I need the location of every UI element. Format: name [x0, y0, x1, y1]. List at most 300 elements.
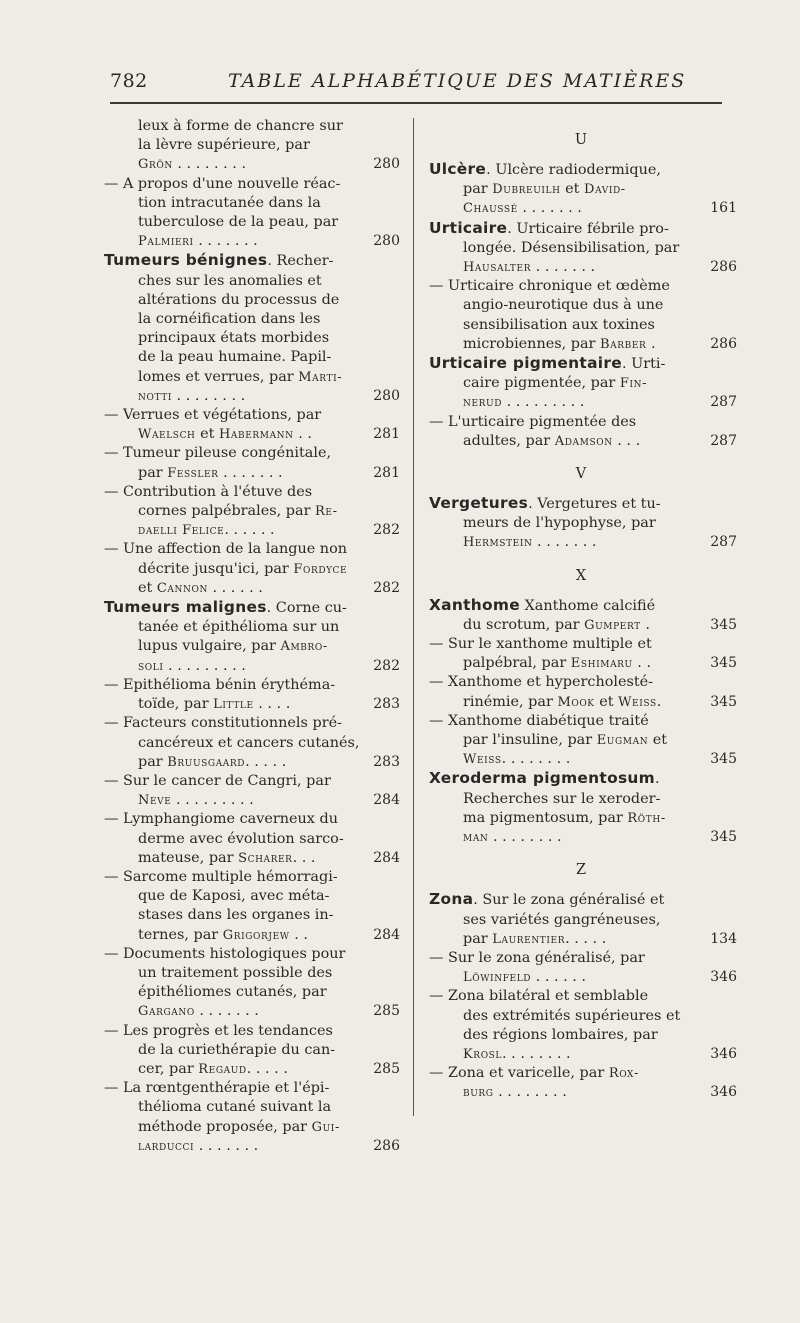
entry-line: [100, 251, 400, 271]
page-number: 782: [110, 70, 148, 92]
entry-text: — Urticaire chronique et œdème: [429, 278, 670, 295]
entry-text: .: [656, 693, 662, 710]
index-entry: [425, 890, 737, 1102]
entry-text: . . . . .: [565, 930, 607, 947]
author-name: Waelsch: [138, 427, 196, 443]
entry-line: [100, 272, 400, 291]
index-entry: [425, 219, 737, 278]
entry-line: [100, 1022, 400, 1041]
entry-line: [100, 695, 400, 714]
entry-text: stases dans les organes in-: [138, 907, 334, 924]
entry-text: . . . . .: [246, 1060, 288, 1077]
entry-text: .: [646, 335, 656, 352]
entry-line: [425, 296, 737, 315]
entry-text: — Sarcome multiple hémorragi-: [104, 868, 338, 885]
entry-text: . Urticaire fébrile pro-: [507, 220, 669, 237]
entry-text: par: [138, 753, 168, 770]
entry-line: [100, 310, 400, 329]
entry-line: [100, 772, 400, 791]
page-reference: 280: [373, 233, 400, 250]
entry-text: thélioma cutané suivant la: [138, 1099, 332, 1116]
author-name: Weiss: [618, 694, 657, 710]
entry-line: [100, 502, 400, 521]
entry-line: [425, 393, 737, 412]
index-entry: [100, 251, 400, 406]
entry-text: mateuse, par: [138, 849, 239, 866]
entry-text: — L'urticaire pigmentée des: [429, 413, 637, 430]
entry-text: . . . . . . . . .: [163, 657, 246, 674]
author-name: David-: [584, 182, 626, 198]
entry-line: [100, 868, 400, 887]
index-entry: [100, 1022, 400, 1080]
index-entry: [100, 175, 400, 252]
entry-line: [425, 239, 737, 258]
entry-line: [425, 180, 737, 199]
entry-text: . . . . . . . .: [488, 829, 562, 846]
entry-text: de la curiethérapie du can-: [138, 1041, 336, 1058]
author-name: Hermstein: [463, 535, 533, 551]
entry-line: [100, 637, 400, 656]
entry-text: .: [640, 616, 650, 633]
entry-line: [425, 693, 737, 712]
entry-text: derme avec évolution sarco-: [138, 830, 344, 847]
entry-text: et: [195, 426, 219, 443]
entry-text: et: [594, 693, 619, 710]
entry-text: . Urti-: [621, 356, 666, 373]
entry-line: [100, 1002, 400, 1021]
author-name: Scharer: [238, 850, 293, 866]
author-name: Fordyce: [293, 561, 348, 577]
entry-text: — Zona et varicelle, par: [429, 1065, 609, 1082]
page-reference: 134: [710, 930, 737, 947]
entry-line: [425, 673, 737, 692]
entry-line: [425, 354, 737, 374]
entry-line: [100, 540, 400, 559]
entry-line: [100, 348, 400, 367]
entry-line: [100, 1041, 400, 1060]
entry-text: toïde, par: [138, 696, 214, 713]
author-name: Weiss: [463, 752, 502, 768]
entry-line: [100, 926, 400, 945]
entry-text: par: [138, 464, 168, 481]
entry-text: par l'insuline, par: [463, 732, 597, 749]
entry-text: . .: [632, 655, 652, 672]
entry-text: — Xanthome diabétique traité: [429, 712, 649, 729]
entry-text: — A propos d'une nouvelle réac-: [104, 175, 341, 192]
entry-line: [100, 810, 400, 829]
entry-text: cancéreux et cancers cutanés,: [138, 734, 360, 751]
author-name: notti: [138, 388, 172, 404]
entry-text: . .: [289, 926, 308, 943]
entry-text: — Zona bilatéral et semblable: [429, 988, 649, 1005]
index-entry: [425, 277, 737, 354]
entry-line: [425, 413, 737, 432]
entry-text: des extrémités supérieures et: [463, 1007, 681, 1024]
author-name: daelli Felice: [138, 523, 225, 539]
section-letter: Z: [575, 862, 587, 879]
entry-line: [100, 406, 400, 425]
entry-text: . . . . . . . . .: [502, 394, 585, 411]
author-name: Marti-: [298, 369, 343, 385]
entry-line: [100, 598, 400, 618]
entry-text: — Sur le zona généralisé, par: [429, 949, 645, 966]
author-name: Mook: [557, 694, 595, 710]
index-entry: [100, 868, 400, 945]
entry-text: par: [463, 181, 493, 198]
author-name: Little: [213, 697, 254, 713]
section-letter: V: [575, 466, 587, 483]
entry-text: . . . . . . .: [517, 200, 582, 217]
entry-text: — Lymphangiome caverneux du: [104, 811, 338, 828]
page-reference: 345: [710, 616, 737, 633]
entry-line: [425, 533, 737, 552]
running-title: TABLE ALPHABÉTIQUE DES MATIÈRES: [228, 70, 687, 92]
entry-line: [425, 968, 737, 987]
entry-heading: Xanthome: [429, 595, 520, 614]
entry-line: [425, 374, 737, 393]
entry-text: . . . . . . . .: [501, 751, 571, 768]
page-reference: 283: [373, 696, 400, 713]
entry-line: [100, 1060, 400, 1079]
entry-text: . . . . . . .: [194, 1137, 259, 1154]
entry-text: . Recher-: [267, 253, 334, 270]
entry-line: [100, 887, 400, 906]
entry-text: cornes palpébrales, par: [138, 503, 316, 520]
entry-text: — Sur le xanthome multiple et: [429, 636, 652, 653]
page-reference: 286: [710, 259, 737, 276]
page-reference: 285: [373, 1003, 400, 1020]
author-name: Röth-: [627, 810, 666, 826]
entry-line: [100, 945, 400, 964]
entry-text: épithéliomes cutanés, par: [138, 984, 327, 1001]
entry-text: .: [655, 771, 660, 788]
entry-heading: Tumeurs bénignes: [104, 251, 268, 270]
page-reference: 161: [710, 200, 737, 217]
page-reference: 345: [710, 693, 737, 710]
entry-line: [425, 316, 737, 335]
entry-text: . . . . . . . .: [502, 1045, 571, 1062]
entry-text: la lèvre supérieure, par: [138, 137, 310, 154]
entry-text: sensibilisation aux toxines: [463, 316, 655, 333]
entry-line: [100, 579, 400, 598]
entry-line: [425, 199, 737, 218]
index-entry: [100, 117, 400, 175]
author-name: Dubreuilh: [492, 182, 561, 198]
entry-text: . . . . . . .: [194, 1003, 259, 1020]
author-name: Eugman: [596, 733, 649, 749]
entry-line: [425, 769, 737, 789]
entry-text: caire pigmentée, par: [463, 375, 620, 392]
author-name: Re-: [315, 504, 338, 520]
index-entry: [425, 596, 737, 770]
author-name: Habermann: [218, 427, 294, 443]
entry-text: . . .: [292, 849, 316, 866]
entry-text: . . . . . .: [224, 522, 275, 539]
author-name: Grigorjew: [222, 927, 290, 943]
author-name: burg: [463, 1085, 494, 1101]
entry-text: du scrotum, par: [463, 616, 585, 633]
entry-text: ches sur les anomalies et: [138, 272, 322, 289]
page-reference: 287: [710, 534, 737, 551]
index-entry: [100, 772, 400, 810]
entry-text: . . . . . .: [207, 579, 263, 596]
entry-line: [100, 1137, 400, 1156]
page-reference: 287: [710, 394, 737, 411]
author-name: Neve: [138, 793, 172, 809]
entry-line: [425, 1026, 737, 1045]
entry-line: [100, 714, 400, 733]
entry-line: [425, 809, 737, 828]
entry-line: [100, 483, 400, 502]
entry-line: [100, 155, 400, 174]
author-name: Adamson: [554, 433, 613, 449]
entry-text: ses variétés gangréneuses,: [463, 911, 661, 928]
entry-line: [100, 368, 400, 387]
author-name: Ambro-: [280, 639, 328, 655]
entry-text: cer, par: [138, 1060, 199, 1077]
entry-line: [100, 906, 400, 925]
entry-line: [100, 849, 400, 868]
page-reference: 286: [373, 1137, 400, 1154]
entry-text: — Les progrès et les tendances: [104, 1022, 333, 1039]
author-name: larducci: [138, 1138, 195, 1154]
author-name: man: [463, 830, 489, 846]
entry-line: [100, 1118, 400, 1137]
entry-heading: Xeroderma pigmentosum: [429, 769, 656, 788]
entry-line: [425, 750, 737, 769]
entry-line: [100, 136, 400, 155]
running-header: [110, 70, 720, 96]
author-name: Hausalter: [463, 260, 532, 276]
entry-text: . Vergetures et tu-: [528, 496, 661, 513]
index-entry: [100, 714, 400, 772]
entry-text: que de Kaposi, avec méta-: [138, 888, 330, 905]
entry-line: [425, 1045, 737, 1064]
entry-text: — La rœntgenthérapie et l'épi-: [104, 1080, 330, 1097]
index-entry: [100, 945, 400, 1022]
page-reference: 283: [373, 753, 400, 770]
index-entry: [425, 354, 737, 413]
page-reference: 285: [373, 1060, 400, 1077]
entry-heading: Urticaire: [429, 218, 508, 237]
entry-text: décrite jusqu'ici, par: [138, 560, 294, 577]
author-name: nerud: [463, 395, 503, 411]
entry-text: tuberculose de la peau, par: [138, 214, 339, 231]
entry-line: [100, 753, 400, 772]
entry-line: [100, 117, 400, 136]
entry-heading: Tumeurs malignes: [104, 598, 267, 617]
author-name: Chaussé: [463, 201, 518, 217]
section-letter: X: [575, 567, 587, 584]
page-reference: 287: [710, 432, 737, 449]
entry-text: . . . . . . .: [218, 464, 283, 481]
entry-text: rinémie, par: [463, 693, 558, 710]
entry-line: [425, 1064, 737, 1083]
index-entry: [100, 598, 400, 676]
left-column: [100, 117, 400, 1156]
entry-text: longée. Désensibilisation, par: [463, 239, 680, 256]
page-reference: 280: [373, 156, 400, 173]
entry-text: . . . . . . .: [193, 233, 258, 250]
entry-text: tion intracutanée dans la: [138, 194, 321, 211]
entry-text: et: [560, 181, 585, 198]
entry-text: — Documents histologiques pour: [104, 945, 346, 962]
entry-line: [100, 232, 400, 251]
entry-line: [100, 983, 400, 1002]
entry-text: Recherches sur le xeroder-: [463, 790, 661, 807]
entry-line: [100, 387, 400, 406]
entry-line: [425, 635, 737, 654]
page-reference: 345: [710, 655, 737, 672]
page-reference: 284: [373, 849, 400, 866]
author-name: Cannon: [156, 580, 208, 596]
author-name: Rox-: [608, 1066, 640, 1082]
entry-line: [425, 828, 737, 847]
entry-line: [425, 731, 737, 750]
entry-line: [100, 560, 400, 579]
entry-line: [425, 987, 737, 1006]
entry-line: [425, 219, 737, 239]
page-reference: 346: [710, 1045, 737, 1062]
entry-text: . . . . . . . .: [172, 156, 247, 173]
entry-line: [100, 329, 400, 348]
index-entry: [425, 413, 737, 451]
entry-text: — Tumeur pileuse congénitale,: [104, 445, 332, 462]
entry-text: leux à forme de chancre sur: [138, 118, 343, 134]
entry-line: [425, 911, 737, 930]
entry-heading: Urticaire pigmentaire: [429, 354, 622, 373]
entry-text: principaux états morbides: [138, 330, 330, 347]
entry-text: la cornéification dans les: [138, 311, 321, 328]
entry-text: — Une affection de la langue non: [104, 541, 348, 558]
entry-line: [100, 464, 400, 483]
author-name: Gargano: [138, 1004, 195, 1020]
entry-text: meurs de l'hypophyse, par: [463, 515, 656, 532]
entry-text: . . .: [612, 432, 641, 449]
entry-line: [100, 676, 400, 695]
page-reference: 280: [373, 387, 400, 404]
entry-text: de la peau humaine. Papil-: [138, 349, 332, 366]
entry-text: — Epithélioma bénin érythéma-: [104, 676, 336, 693]
author-name: Grön: [138, 157, 173, 173]
entry-line: [425, 1007, 737, 1026]
entry-line: [425, 790, 737, 809]
entry-text: lomes et verrues, par: [138, 368, 299, 385]
index-entry: [100, 1079, 400, 1156]
page-reference: 284: [373, 926, 400, 943]
right-column: [425, 117, 737, 1103]
index-entry: [425, 769, 737, 847]
entry-line: [100, 618, 400, 637]
index-entry: [100, 483, 400, 541]
entry-line: [100, 425, 400, 444]
author-name: Gui-: [311, 1119, 340, 1135]
entry-text: un traitement possible des: [138, 964, 333, 981]
entry-text: . Ulcère radiodermique,: [486, 162, 661, 178]
entry-line: [425, 596, 737, 616]
page-reference: 284: [373, 792, 400, 809]
page-reference: 346: [710, 1084, 737, 1101]
entry-text: lupus vulgaire, par: [138, 638, 281, 655]
page-reference: 345: [710, 829, 737, 846]
entry-line: [100, 194, 400, 213]
entry-line: [100, 657, 400, 676]
author-name: soli: [138, 658, 164, 674]
entry-text: — Verrues et végétations, par: [104, 407, 322, 424]
page-reference: 281: [373, 464, 400, 481]
entry-text: des régions lombaires, par: [463, 1026, 658, 1043]
entry-line: [425, 432, 737, 451]
entry-line: [100, 213, 400, 232]
page-reference: 282: [373, 579, 400, 596]
entry-text: ma pigmentosum, par: [463, 809, 628, 826]
entry-text: . . . . . . .: [531, 259, 596, 276]
entry-line: [100, 521, 400, 540]
index-entry: [100, 540, 400, 598]
author-name: Fessler: [167, 465, 219, 481]
entry-text: . . . . . . . .: [493, 1084, 567, 1101]
entry-line: [425, 160, 737, 180]
entry-line: [100, 734, 400, 753]
entry-line: [425, 1083, 737, 1102]
entry-line: [425, 494, 737, 514]
entry-line: [425, 335, 737, 354]
entry-line: [425, 949, 737, 968]
index-entry: [425, 494, 737, 553]
author-name: Regaud: [198, 1061, 247, 1077]
index-entry: [100, 406, 400, 444]
column-divider: [413, 118, 414, 1116]
entry-line: [100, 830, 400, 849]
entry-heading: Zona: [429, 890, 474, 909]
author-name: Gumpert: [584, 617, 641, 633]
entry-text: . . . . . .: [531, 969, 587, 986]
entry-text: palpébral, par: [463, 655, 571, 672]
entry-line: [425, 616, 737, 635]
entry-line: [100, 444, 400, 463]
entry-line: [425, 890, 737, 910]
entry-heading: Ulcère: [429, 160, 487, 178]
author-name: Fin-: [619, 376, 648, 392]
entry-text: . . . . .: [245, 753, 287, 770]
entry-text: ternes, par: [138, 926, 223, 943]
index-entry: [100, 810, 400, 868]
index-entry: [100, 676, 400, 714]
entry-text: . . . . . . .: [532, 534, 597, 551]
entry-text: — Contribution à l'étuve des: [104, 483, 313, 500]
entry-text: altérations du processus de: [138, 291, 340, 308]
entry-text: . Sur le zona généralisé et: [473, 892, 665, 909]
entry-text: — Xanthome et hypercholesté-: [429, 674, 654, 691]
entry-line: [100, 964, 400, 983]
author-name: Laurentier: [492, 931, 566, 947]
author-name: Bruusgaard: [167, 754, 246, 770]
author-name: Palmieri: [138, 234, 194, 250]
entry-line: [425, 930, 737, 949]
entry-text: — Facteurs constitutionnels pré-: [104, 715, 342, 732]
entry-text: et: [138, 579, 157, 596]
entry-text: angio-neurotique dus à une: [463, 297, 664, 314]
index-entry: [100, 444, 400, 482]
page-reference: 282: [373, 522, 400, 539]
page-reference: 281: [373, 426, 400, 443]
section-letter: U: [574, 132, 588, 148]
entry-text: . Corne cu-: [266, 600, 347, 617]
entry-text: et: [648, 732, 668, 749]
author-name: Eshimaru: [570, 656, 633, 672]
entry-line: [425, 258, 737, 277]
author-name: Krosl: [463, 1046, 503, 1062]
